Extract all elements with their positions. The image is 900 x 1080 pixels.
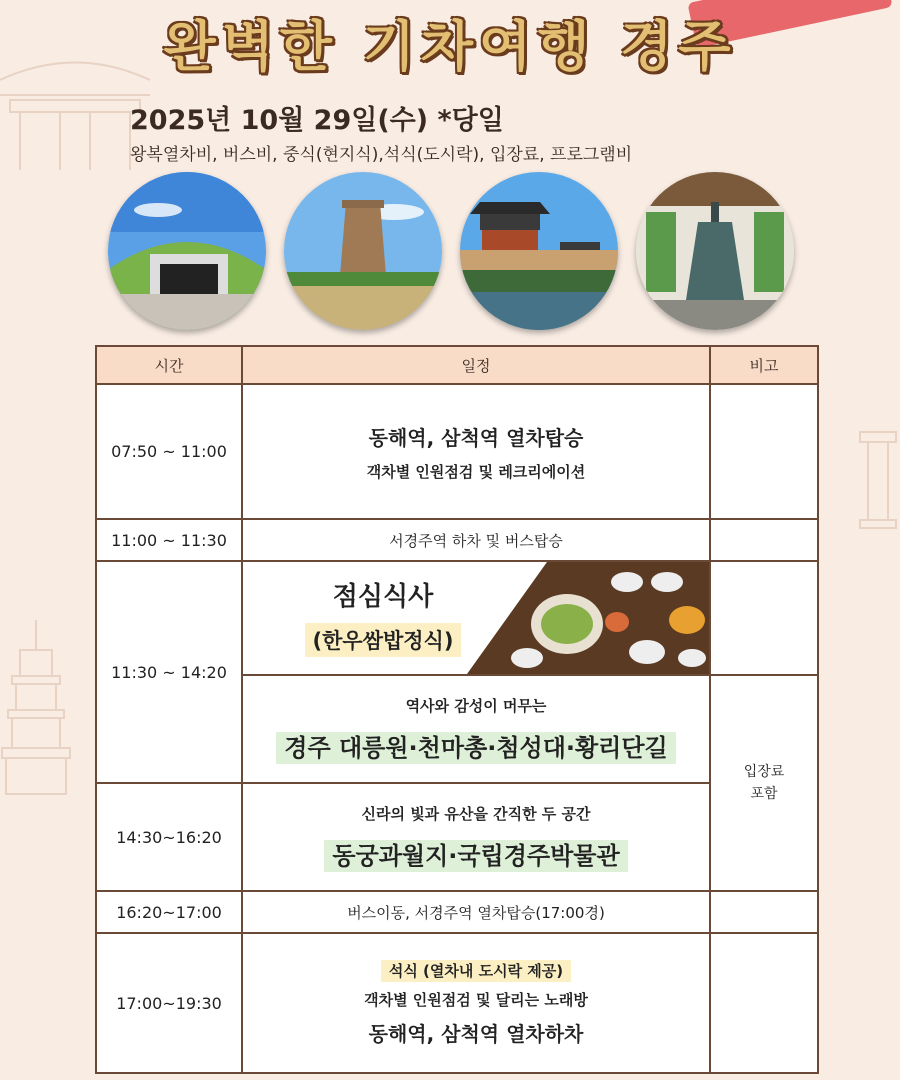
pillar-decoration-icon xyxy=(858,430,898,530)
table-row xyxy=(96,891,818,933)
row-time: 17:00~19:30 xyxy=(96,933,242,1073)
header-time: 시간 xyxy=(96,346,242,384)
photo-strip xyxy=(108,172,808,332)
row-schedule xyxy=(242,933,710,1073)
header-remark: 비고 xyxy=(710,346,818,384)
schedule-line: 동궁과월지·국립경주박물관 xyxy=(324,840,627,872)
row-remark xyxy=(710,933,818,1073)
row-schedule xyxy=(242,675,710,783)
poster-title: 완벽한 기차여행 경주 xyxy=(163,14,737,78)
remark-line: 포함 xyxy=(750,786,778,802)
schedule-line: 신라의 빛과 유산을 간직한 두 공간 xyxy=(361,805,591,823)
schedule-line: 객차별 인원점검 및 달리는 노래방 xyxy=(364,990,588,1009)
table-header-row xyxy=(96,346,818,384)
row-remark xyxy=(710,561,818,675)
schedule-table xyxy=(95,345,819,1074)
trip-date: 2025년 10월 29일(수) *당일 xyxy=(130,105,504,136)
row-remark xyxy=(710,519,818,561)
table-row xyxy=(96,384,818,519)
schedule-line: 동해역, 삼척역 열차탑승 xyxy=(368,425,584,450)
palace-pond-photo xyxy=(460,172,618,330)
schedule-line: 서경주역 하차 및 버스탑승 xyxy=(242,519,710,561)
row-time: 14:30~16:20 xyxy=(96,783,242,891)
lunch-food-photo xyxy=(467,562,709,674)
tumulus-photo xyxy=(108,172,266,330)
table-row xyxy=(96,561,818,675)
table-row xyxy=(96,783,818,891)
schedule-line: 역사와 감성이 머무는 xyxy=(405,697,547,715)
lunch-title: 점심식사 xyxy=(332,582,434,612)
lunch-menu: (한우쌈밥정식) xyxy=(305,623,462,657)
pagoda-decoration-icon xyxy=(0,620,80,800)
lunch-cell xyxy=(242,561,710,675)
row-time: 11:30 ~ 14:20 xyxy=(96,561,242,783)
row-remark xyxy=(710,384,818,519)
schedule-line: 동해역, 삼척역 열차하차 xyxy=(368,1021,584,1046)
row-time: 07:50 ~ 11:00 xyxy=(96,384,242,519)
bell-photo xyxy=(636,172,794,330)
row-time: 16:20~17:00 xyxy=(96,891,242,933)
schedule-line: 버스이동, 서경주역 열차탑승(17:00경) xyxy=(242,891,710,933)
included-items: 왕복열차비, 버스비, 중식(현지식),석식(도시락), 입장료, 프로그램비 xyxy=(130,145,633,165)
row-schedule xyxy=(242,783,710,891)
schedule-line: 경주 대릉원·천마총·첨성대·황리단길 xyxy=(276,732,675,764)
remark-line: 입장료 xyxy=(743,764,785,780)
cheomseongdae-photo xyxy=(284,172,442,330)
row-time: 11:00 ~ 11:30 xyxy=(96,519,242,561)
remark-cell xyxy=(710,675,818,891)
schedule-line: 석식 (열차내 도시락 제공) xyxy=(381,960,571,982)
schedule-line: 객차별 인원점검 및 레크리에이션 xyxy=(366,462,586,481)
header-schedule: 일정 xyxy=(242,346,710,384)
lunch-text xyxy=(273,576,493,657)
table-row xyxy=(96,933,818,1073)
table-row xyxy=(96,519,818,561)
row-remark xyxy=(710,891,818,933)
row-schedule xyxy=(242,384,710,519)
